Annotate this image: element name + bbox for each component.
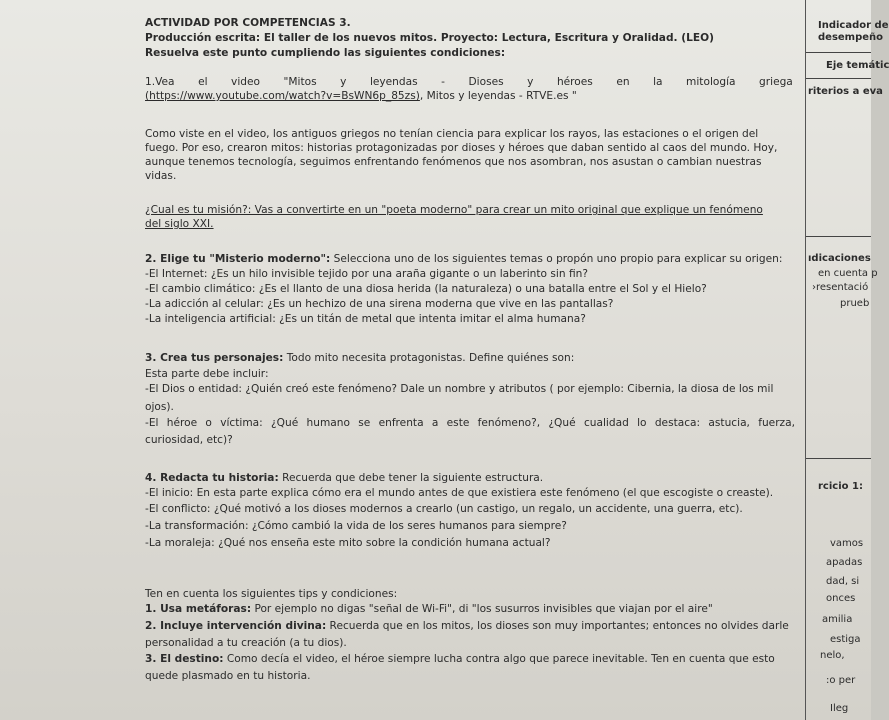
step3-god-line: -El Dios o entidad: ¿Quién creó este fenómeno? Dale un nombre y atributos ( por ejemplo: Cibernia, la diosa de los mil bbox=[145, 383, 774, 395]
sidebar-prueba: prueb bbox=[840, 298, 870, 309]
sidebar-ejercicio: rcicio 1: bbox=[818, 481, 863, 492]
step2-item-climate: -El cambio climático: ¿Es el llanto de una diosa herida (la naturaleza) o una batalla entre el Sol y el Hielo? bbox=[145, 283, 707, 295]
sidebar-eje: Eje temátic bbox=[826, 60, 889, 71]
step2-item-ai: -La inteligencia artificial: ¿Es un titán de metal que intenta imitar el alma humana? bbox=[145, 313, 586, 325]
sidebar-presentacion: ›resentació bbox=[812, 282, 869, 293]
sidebar-text-onces: onces bbox=[826, 593, 856, 604]
step1-line: 1.Vea el video "Mitos y leyendas - Dioses y héroes en la mitología griega bbox=[145, 76, 793, 88]
intro-line-1: Como viste en el video, los antiguos griegos no tenían ciencia para explicar los rayos, las estaciones o el origen del bbox=[145, 128, 759, 140]
sidebar-text-apadas: apadas bbox=[826, 557, 863, 568]
sidebar-text-amilia: amilia bbox=[822, 614, 853, 625]
sidebar-desempeno: desempeño bbox=[818, 32, 884, 43]
intro-line-4: vidas. bbox=[145, 170, 177, 182]
instruction-line: Resuelva este punto cumpliendo las siguientes condiciones: bbox=[145, 47, 506, 59]
sidebar-divider bbox=[806, 458, 871, 459]
step3-title: 3. Crea tus personajes: Todo mito necesita protagonistas. Define quiénes son: bbox=[145, 352, 575, 364]
step4-item-moral: -La moraleja: ¿Qué nos enseña este mito sobre la condición humana actual? bbox=[145, 537, 551, 549]
step2-item-phone: -La adicción al celular: ¿Es un hechizo de una sirena moderna que vive en las pantallas? bbox=[145, 298, 614, 310]
step3-god-cont: ojos). bbox=[145, 401, 174, 413]
sidebar-criterios: riterios a eva bbox=[808, 86, 883, 97]
step3-hero-line: -El héroe o víctima: ¿Qué humano se enfrenta a este fenómeno?, ¿Qué cualidad lo destaca: astucia, fuerza, bbox=[145, 417, 795, 429]
mission-line-1: ¿Cual es tu misión?: Vas a convertirte en un "poeta moderno" para crear un mito original que explique un fenómeno bbox=[145, 204, 763, 216]
tip-destiny-cont: quede plasmado en tu historia. bbox=[145, 670, 311, 682]
activity-title: ACTIVIDAD POR COMPETENCIAS 3. bbox=[145, 17, 351, 29]
sidebar-divider bbox=[806, 52, 871, 53]
mission-line-2: del siglo XXI. bbox=[145, 218, 214, 230]
step4-item-transformation: -La transformación: ¿Cómo cambió la vida de los seres humanos para siempre? bbox=[145, 520, 567, 532]
video-link[interactable]: (https://www.youtube.com/watch?v=BsWN6p_85zs) bbox=[145, 90, 420, 102]
sidebar-border bbox=[805, 0, 806, 720]
step4-item-start: -El inicio: En esta parte explica cómo era el mundo antes de que existiera este fenómeno (el que escogiste o creaste). bbox=[145, 487, 774, 499]
sidebar-text-nelo: nelo, bbox=[820, 650, 845, 661]
sidebar-text-lleg: Ileg bbox=[830, 703, 849, 714]
step2-item-internet: -El Internet: ¿Es un hilo invisible tejido por una araña gigante o un laberinto sin fin? bbox=[145, 268, 588, 280]
step3-must-include: Esta parte debe incluir: bbox=[145, 368, 269, 380]
intro-line-3: aunque tenemos tecnología, seguimos enfrentando fenómenos que nos asombran, nos asustan o cambian nuestras bbox=[145, 156, 762, 168]
tip-divine-cont: personalidad a tu creación (a tu dios). bbox=[145, 637, 347, 649]
step4-title: 4. Redacta tu historia: Recuerda que debe tener la siguiente estructura. bbox=[145, 472, 544, 484]
step3-hero-cont: curiosidad, etc)? bbox=[145, 434, 233, 446]
tip-divine: 2. Incluye intervención divina: Recuerda que en los mitos, los dioses son muy importantes; entonces no olvides darle bbox=[145, 620, 789, 632]
sidebar-text-estiga: estiga bbox=[830, 634, 861, 645]
sidebar-divider bbox=[806, 78, 871, 79]
tip-metaphors: 1. Usa metáforas: Por ejemplo no digas "señal de Wi-Fi", di "los susurros invisibles que viajan por el aire" bbox=[145, 603, 713, 615]
step4-item-conflict: -El conflicto: ¿Qué motivó a los dioses modernos a crearlo (un castigo, un regalo, un accidente, una guerra, etc). bbox=[145, 503, 743, 515]
tip-destiny: 3. El destino: Como decía el video, el héroe siempre lucha contra algo que parece inevitable. Ten en cuenta que esto bbox=[145, 653, 775, 665]
sidebar-indicaciones: ıdicaciones bbox=[808, 253, 871, 264]
sidebar-text-dad: dad, si bbox=[826, 576, 860, 587]
tips-title: Ten en cuenta los siguientes tips y condiciones: bbox=[145, 588, 398, 600]
sidebar-text-vamos: vamos bbox=[830, 538, 864, 549]
sidebar-indicador: Indicador de bbox=[818, 20, 889, 31]
step2-title: 2. Elige tu "Misterio moderno": Selecciona uno de los siguientes temas o propón uno propio para explicar su origen: bbox=[145, 253, 783, 265]
sidebar-en-cuenta: en cuenta p bbox=[818, 268, 878, 279]
activity-subtitle: Producción escrita: El taller de los nuevos mitos. Proyecto: Lectura, Escritura y Oralidad. (LEO) bbox=[145, 32, 714, 44]
intro-line-2: fuego. Por eso, crearon mitos: historias protagonizadas por dioses y héroes que daban sentido al caos del mundo. Hoy, bbox=[145, 142, 778, 154]
sidebar-text-oper: :o per bbox=[826, 675, 856, 686]
sidebar-divider bbox=[806, 236, 871, 237]
video-link-line: (https://www.youtube.com/watch?v=BsWN6p_85zs), Mitos y leyendas - RTVE.es " bbox=[145, 90, 577, 102]
